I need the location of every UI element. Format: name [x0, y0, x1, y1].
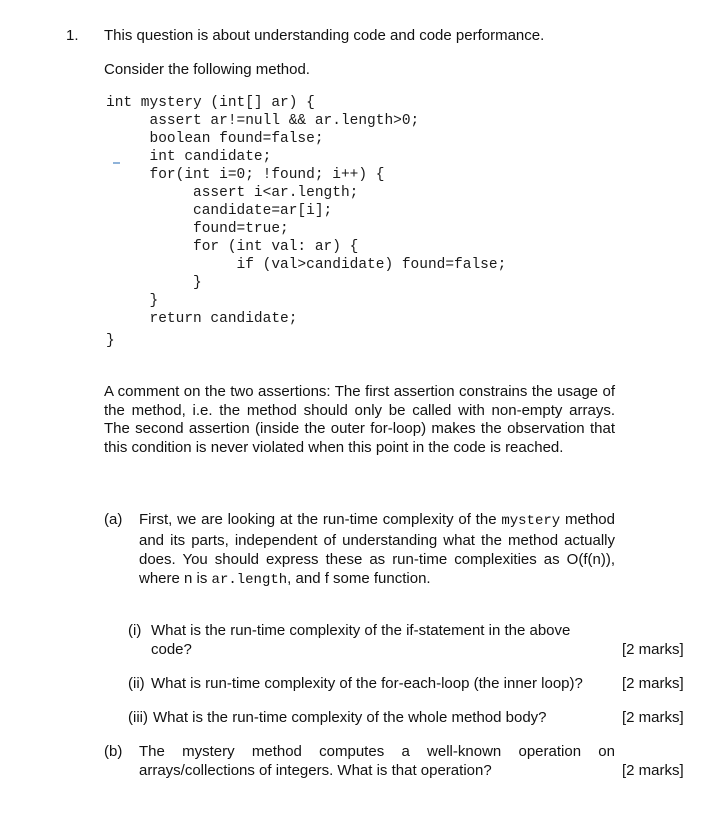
code-line: for (int val: ar) { — [106, 239, 359, 255]
code-line: assert i<ar.length; — [106, 185, 359, 201]
part-a-code-mystery: mystery — [501, 513, 561, 529]
code-line: candidate=ar[i]; — [106, 203, 333, 219]
part-a-text-2: method and its parts, independent of understanding what the method actually does. You should express these as run-time complexities as O(f(n)), where n is — [139, 511, 615, 587]
marks-label: [2 marks] — [622, 709, 684, 726]
code-line: assert ar!=null && ar.length>0; — [106, 113, 420, 129]
code-line: found=true; — [106, 221, 289, 237]
code-line: int mystery (int[] ar) { — [106, 95, 315, 111]
code-line: } — [106, 293, 159, 309]
sub-question-label: (ii) — [128, 675, 145, 692]
part-a-text — [139, 510, 615, 590]
question-number: 1. — [66, 27, 79, 44]
code-listing — [106, 94, 506, 350]
consider-line: Consider the following method. — [104, 61, 310, 78]
code-line: } — [106, 333, 115, 349]
sub-question-text: What is the run-time complexity of the if-statement in the above code? — [151, 622, 571, 658]
code-line: boolean found=false; — [106, 131, 324, 147]
part-a-code-length: ar.length — [211, 572, 288, 588]
question-intro: This question is about understanding code and code performance. — [104, 27, 545, 44]
part-b-text: The mystery method computes a well-known operation on arrays/collections of integers. What is that operation? — [139, 743, 615, 779]
marks-label: [2 marks] — [622, 641, 684, 658]
code-line: for(int i=0; !found; i++) { — [106, 167, 385, 183]
marks-label: [2 marks] — [622, 675, 684, 692]
sub-question-text: What is the run-time complexity of the whole method body? — [153, 709, 547, 726]
sub-question-label: (i) — [128, 622, 142, 639]
part-b-label: (b) — [104, 743, 123, 760]
sub-question-text: What is run-time complexity of the for-each-loop (the inner loop)? — [151, 675, 583, 692]
assertions-comment: A comment on the two assertions: The first assertion constrains the usage of the method, i.e. the method should only be called with non-empty arrays. The second assertion (inside the outer for-loop) makes the observation that this condition is never violated when this point in the code is reached. — [104, 383, 615, 456]
code-line: if (val>candidate) found=false; — [106, 257, 507, 273]
part-a-label: (a) — [104, 511, 123, 528]
code-line: return candidate; — [106, 311, 298, 327]
code-line: } — [106, 275, 202, 291]
marks-label: [2 marks] — [622, 762, 684, 779]
sub-question-label: (iii) — [128, 709, 148, 726]
part-a-text-3: , and f some function. — [287, 570, 431, 587]
code-line: int candidate; — [106, 149, 272, 165]
part-a-text-1: First, we are looking at the run-time complexity of the — [139, 511, 502, 528]
